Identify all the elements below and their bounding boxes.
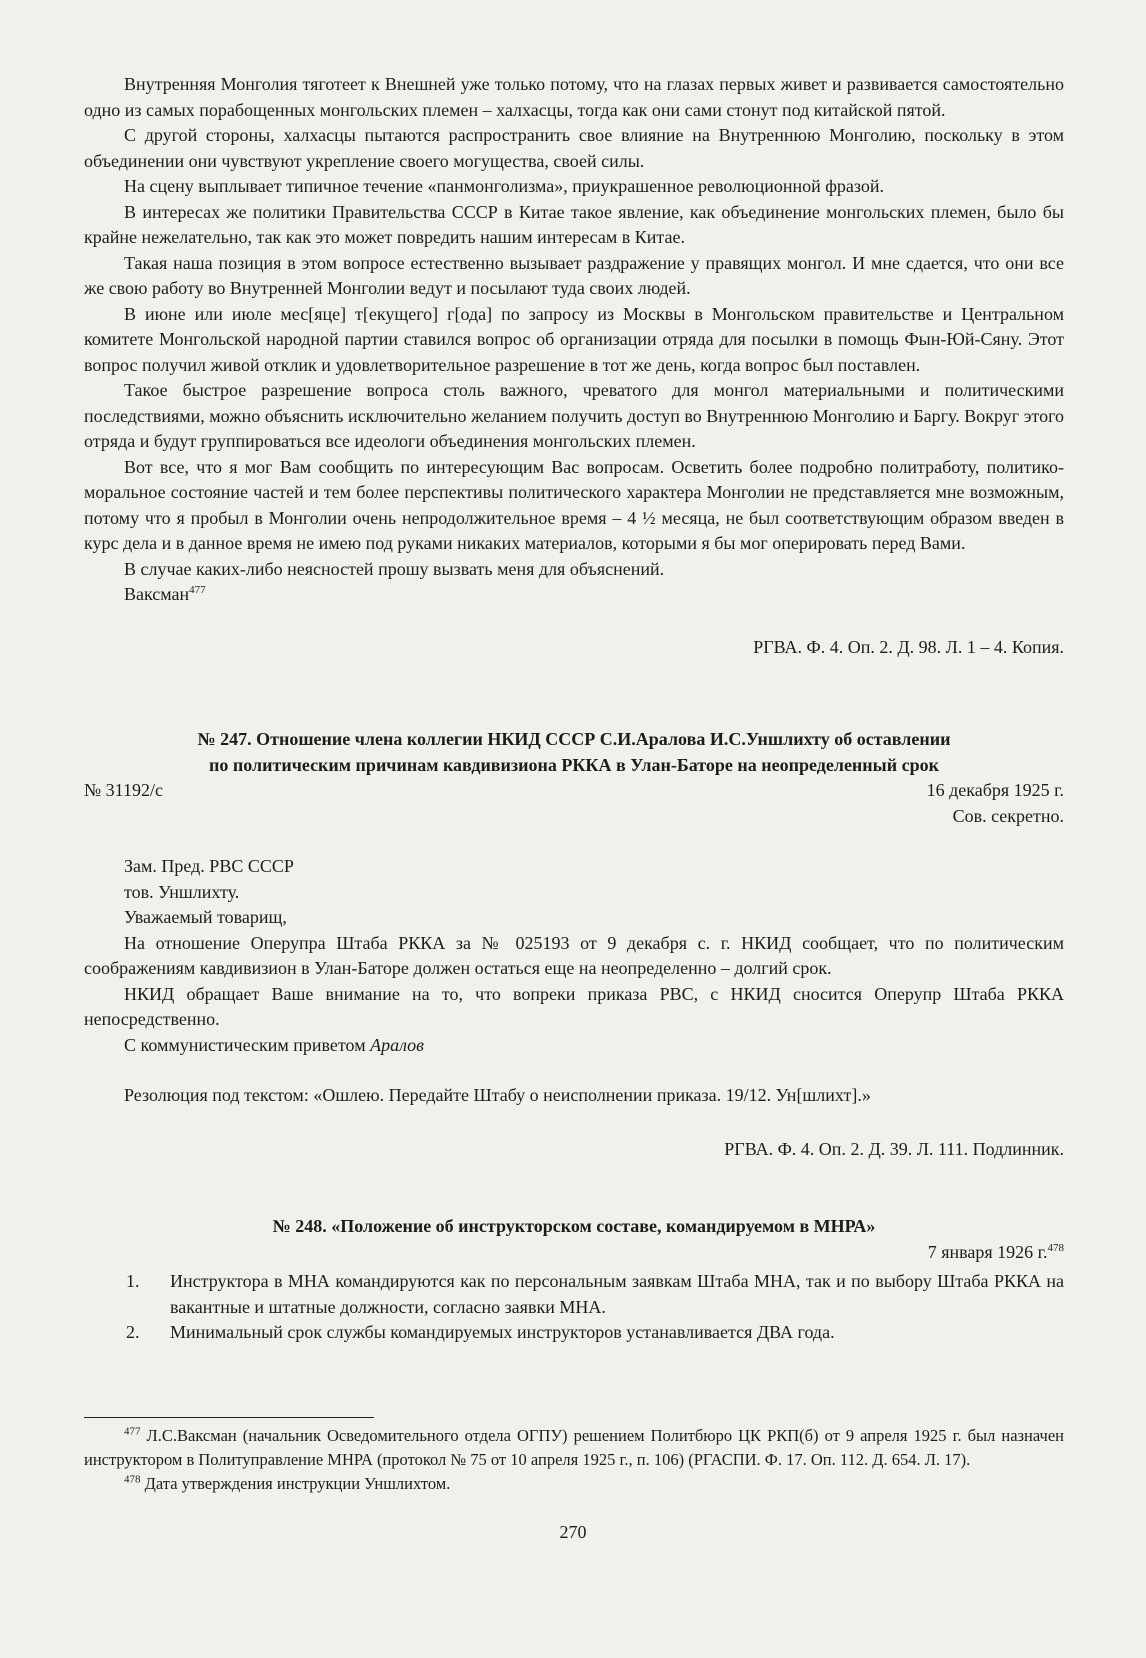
signer: Аралов <box>370 1034 424 1055</box>
document-date <box>84 1240 1064 1266</box>
footnotes <box>84 1424 1064 1496</box>
archive-source: РГВА. Ф. 4. Оп. 2. Д. 98. Л. 1 – 4. Копия. <box>753 636 1064 657</box>
paragraph: Такое быстрое разрешение вопроса столь важного, чреватого для монгол материальными и политическими последствиями, можно объяснить исключительно желанием получить доступ во Внутреннюю Монголию и Баргу. Вокруг этого отряда и будут группироваться все идеологи объединения монгольских племен. <box>84 380 1064 451</box>
paragraph: Внутренняя Монголия тяготеет к Внешней уже только потому, что на глазах первых живет и развивается самостоятельно одно из самых порабощенных монгольских племен – халхасцы, тогда как они сами стонут под китайской пятой. <box>84 74 1064 120</box>
document-248 <box>84 1214 1064 1346</box>
list-number: 1. <box>126 1271 140 1291</box>
document-meta <box>84 778 1064 804</box>
footnote <box>84 1472 1064 1496</box>
list-item <box>84 1269 1064 1320</box>
addressee: Зам. Пред. РВС СССР <box>124 856 294 876</box>
document-title <box>84 727 1064 778</box>
list-text: Минимальный срок службы командируемых инструкторов устанавливается ДВА года. <box>170 1322 835 1342</box>
numbered-list <box>84 1269 1064 1346</box>
list-number: 2. <box>126 1322 140 1342</box>
paragraph: Такая наша позиция в этом вопросе естественно вызывает раздражение у правящих монгол. И мне сдается, что они все же свою работу во Внутренней Монголии ведут и посылают туда своих людей. <box>84 252 1064 298</box>
title-line: по политическим причинам кавдивизиона РККА в Улан-Баторе на неопределенный срок <box>209 754 939 775</box>
signature <box>84 582 1064 608</box>
paragraph: На отношение Оперупра Штаба РККА за № 025193 от 9 декабря с. г. НКИД сообщает, что по политическим соображениям кавдивизион в Улан-Баторе должен остаться еще на неопределенно – долгий срок. <box>84 932 1064 978</box>
page-number: 270 <box>559 1522 587 1542</box>
footnote-number: 477 <box>124 1425 141 1438</box>
paragraph: В интересах же политики Правительства СССР в Китае такое явление, как объединение монгольских племен, было бы крайне нежелательно, так как это может повредить нашим интересам в Китае. <box>84 201 1064 247</box>
footnote-number: 478 <box>124 1473 141 1486</box>
archive-source: РГВА. Ф. 4. Оп. 2. Д. 39. Л. 111. Подлинник. <box>724 1138 1064 1159</box>
list-text: Инструктора в МНА командируются как по персональным заявкам Штаба МНА, так и по выбору Штаба РККА на вакантные и штатные должности, согласно заявки МНА. <box>170 1271 1064 1317</box>
closing-text: С коммунистическим приветом <box>124 1034 366 1055</box>
greeting: Уважаемый товарищ, <box>124 907 287 927</box>
footnote-ref: 477 <box>189 584 206 596</box>
document-title: № 248. «Положение об инструкторском составе, командируемом в МНРА» <box>272 1216 876 1236</box>
footnote-text: Дата утверждения инструкции Уншлихтом. <box>144 1474 451 1493</box>
footnote-ref: 478 <box>1047 1241 1064 1254</box>
document-247 <box>84 727 1064 1162</box>
footnote-text: Л.С.Ваксман (начальник Осведомительного отдела ОГПУ) решением Политбюро ЦК РКП(б) от 9 апреля 1925 г. был назначен инструктором в Политуправление МНРА (протокол № 75 от 10 апреля 1925 г., п. 106) (РГАСПИ. Ф. 17. Оп. 112. Д. 654. Л. 17). <box>84 1426 1064 1469</box>
paragraph: На сцену выплывает типичное течение «панмонголизма», приукрашенное революционной фразой. <box>124 176 885 196</box>
resolution: Резолюция под текстом: «Ошлею. Передайте Штабу о неисполнении приказа. 19/12. Ун[шлихт].» <box>124 1085 871 1105</box>
addressee: тов. Уншлихту. <box>124 881 240 902</box>
document-number: № 31192/с <box>84 780 163 800</box>
document-date: 16 декабря 1925 г. <box>926 780 1064 800</box>
letter-continuation <box>84 72 1064 660</box>
list-item <box>84 1320 1064 1346</box>
title-line: № 247. Отношение члена коллегии НКИД СССР С.И.Аралова И.С.Уншлихту об оставлении <box>197 729 951 749</box>
footnote <box>84 1424 1064 1472</box>
closing <box>84 1033 1064 1059</box>
paragraph: НКИД обращает Ваше внимание на то, что вопреки приказа РВС, с НКИД сносится Оперупр Штаба РККА непосредственно. <box>84 983 1064 1029</box>
signature-name: Ваксман <box>124 584 190 604</box>
classification-label: Сов. секретно. <box>952 805 1064 826</box>
paragraph: В случае каких-либо неясностей прошу вызвать меня для объяснений. <box>124 558 665 579</box>
paragraph: С другой стороны, халхасцы пытаются распространить свое влияние на Внутреннюю Монголию, поскольку в этом объединении они чувствуют укрепление своего могущества, своей силы. <box>84 125 1064 171</box>
paragraph: Вот все, что я мог Вам сообщить по интересующим Вас вопросам. Осветить более подробно политработу, политико-моральное состояние частей и тем более перспективы политического характера Монголии не представляется мне возможным, потому что я пробыл в Монголии очень непродолжительное время – 4 ½ месяца, не был соответствующим образом введен в курс дела и в данное время не имею под руками никаких материалов, которыми я бы мог оперировать перед Вами. <box>84 456 1064 553</box>
footnote-divider <box>84 1417 374 1418</box>
paragraph: В июне или июле мес[яце] т[екущего] г[ода] по запросу из Москвы в Монгольском правительстве и Центральном комитете Монгольской народной партии ставился вопрос об организации отряда для посылки в помощь Фын-Юй-Сяну. Этот вопрос получил живой отклик и удовлетворительное разрешение в тот же день, когда вопрос был поставлен. <box>84 303 1064 375</box>
date-text: 7 января 1926 г. <box>927 1241 1048 1262</box>
